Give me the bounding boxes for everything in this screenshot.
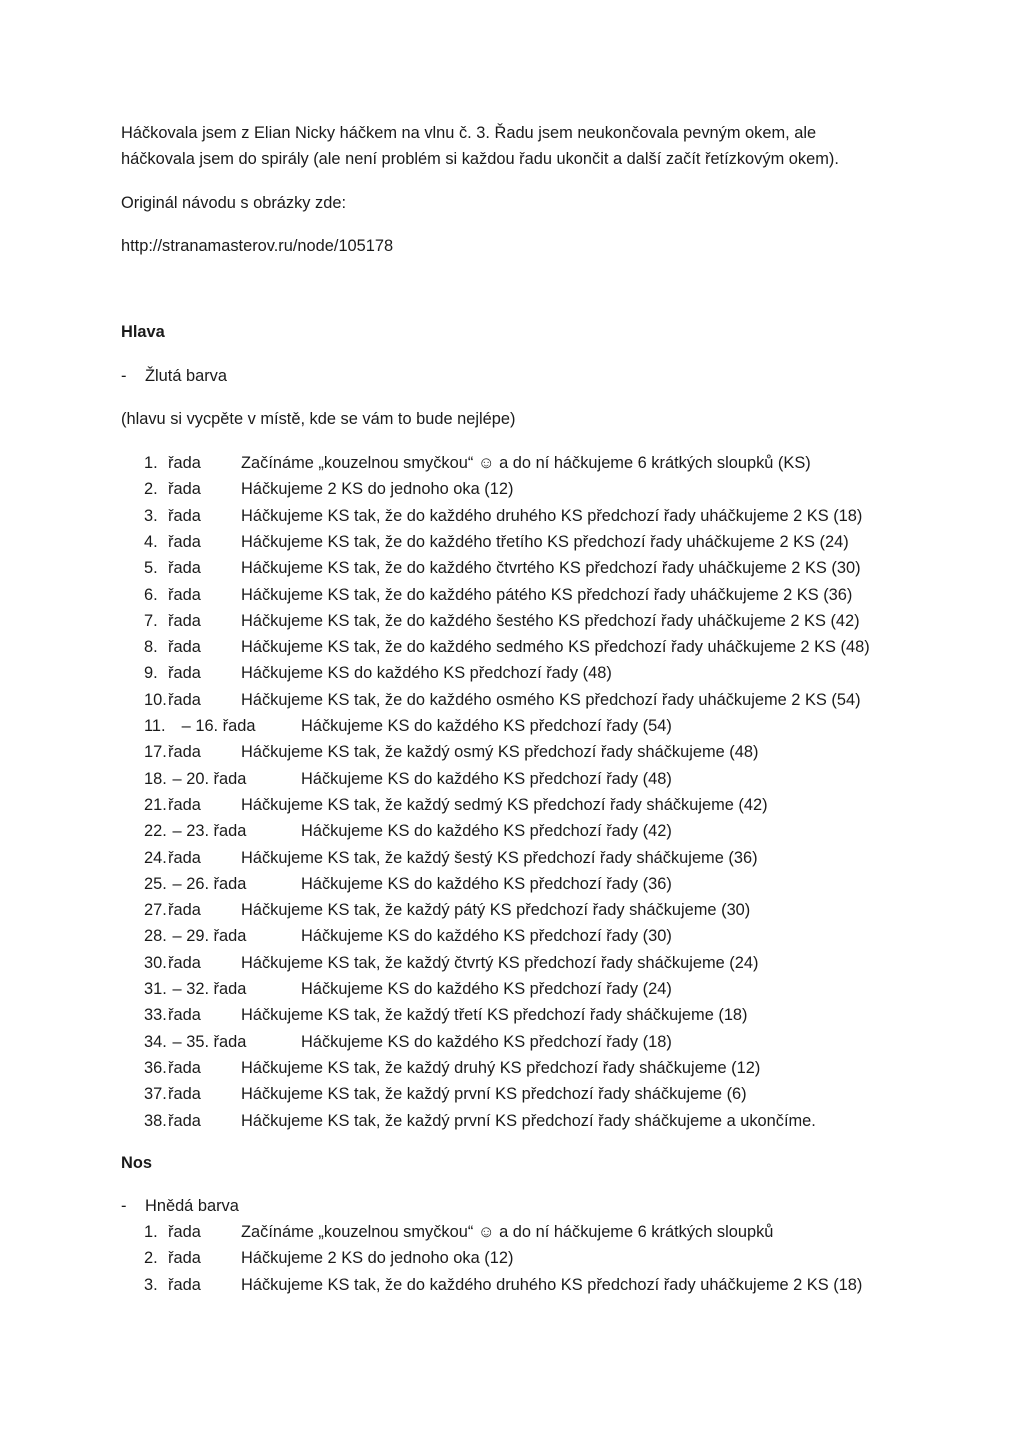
row-label: řada bbox=[168, 1111, 201, 1130]
instruction-row bbox=[144, 742, 1004, 762]
instruction-row bbox=[144, 1111, 1004, 1131]
row-number: 1. bbox=[144, 1223, 158, 1241]
instruction-row bbox=[144, 926, 1004, 946]
instruction-row bbox=[144, 637, 1004, 657]
row-label: řada bbox=[168, 638, 201, 657]
nos-color-item bbox=[121, 1196, 421, 1216]
row-label: řada bbox=[168, 454, 201, 472]
row-label: řada bbox=[168, 480, 201, 499]
instruction-row bbox=[144, 558, 1004, 578]
row-number: 1. bbox=[144, 454, 158, 472]
instruction-row bbox=[144, 506, 1004, 526]
row-label: řada bbox=[168, 795, 201, 814]
row-number: 36. bbox=[144, 1058, 167, 1077]
instruction-row bbox=[144, 1084, 1004, 1104]
nos-color: Hnědá barva bbox=[145, 1197, 239, 1215]
instruction-row bbox=[144, 979, 1004, 999]
row-description: Háčkujeme KS tak, že každý druhý KS předchozí řady sháčkujeme (12) bbox=[241, 1058, 761, 1077]
row-description: Začínáme „kouzelnou smyčkou“ ☺ a do ní háčkujeme 6 krátkých sloupků bbox=[241, 1223, 774, 1241]
instruction-row bbox=[144, 1005, 1004, 1025]
row-number: 24. bbox=[144, 848, 167, 867]
row-number: 27. bbox=[144, 901, 167, 920]
row-description: Háčkujeme KS do každého KS předchozí řady (54) bbox=[301, 717, 672, 735]
instruction-row bbox=[144, 532, 1004, 552]
row-number: 34. bbox=[144, 1032, 167, 1051]
row-label: řada bbox=[168, 1006, 201, 1025]
row-description: Háčkujeme KS tak, že do každého osmého KS předchozí řady uháčkujeme 2 KS (54) bbox=[241, 690, 861, 709]
row-description: Háčkujeme 2 KS do jednoho oka (12) bbox=[241, 1249, 514, 1268]
row-number: 17. bbox=[144, 743, 167, 762]
intro-line-2: háčkovala jsem do spirály (ale není problém si každou řadu ukončit a další začít řetízkovým okem). bbox=[121, 150, 839, 168]
dash-bullet: - bbox=[121, 367, 127, 385]
row-number: 37. bbox=[144, 1085, 167, 1104]
section-heading-nos: Nos bbox=[121, 1154, 152, 1172]
source-url: http://stranamasterov.ru/node/105178 bbox=[121, 237, 394, 255]
row-label: řada bbox=[168, 743, 201, 762]
instruction-row bbox=[144, 1222, 1004, 1242]
row-description: Háčkujeme KS do každého KS předchozí řady (36) bbox=[301, 874, 672, 893]
instruction-row bbox=[144, 1032, 1004, 1052]
instruction-row bbox=[144, 453, 1004, 473]
instruction-row bbox=[144, 663, 1004, 683]
row-label: řada bbox=[168, 585, 201, 604]
row-label: – 16. řada bbox=[168, 717, 256, 735]
row-description: Háčkujeme KS do každého KS předchozí řady (24) bbox=[301, 980, 672, 998]
row-number: 5. bbox=[144, 559, 158, 578]
row-description: Háčkujeme KS tak, že do každého pátého KS předchozí řady uháčkujeme 2 KS (36) bbox=[241, 585, 853, 604]
row-description: Háčkujeme KS do každého KS předchozí řady (42) bbox=[301, 822, 672, 841]
row-description: Háčkujeme KS tak, že do každého čtvrtého KS předchozí řady uháčkujeme 2 KS (30) bbox=[241, 559, 861, 578]
row-label: řada bbox=[168, 611, 201, 630]
row-description: Háčkujeme 2 KS do jednoho oka (12) bbox=[241, 480, 514, 499]
row-number: 33. bbox=[144, 1006, 167, 1025]
row-number: 4. bbox=[144, 532, 158, 551]
row-number: 2. bbox=[144, 480, 158, 499]
row-number: 2. bbox=[144, 1249, 158, 1268]
row-number: 8. bbox=[144, 638, 158, 657]
row-description: Háčkujeme KS tak, že každý osmý KS předchozí řady sháčkujeme (48) bbox=[241, 743, 759, 762]
row-label: řada bbox=[168, 1058, 201, 1077]
row-label: řada bbox=[168, 1249, 201, 1268]
row-number: 7. bbox=[144, 611, 158, 630]
row-description: Háčkujeme KS tak, že do každého třetího KS předchozí řady uháčkujeme 2 KS (24) bbox=[241, 532, 849, 551]
row-number: 28. bbox=[144, 927, 167, 946]
instruction-row bbox=[144, 769, 1004, 789]
row-label: – 32. řada bbox=[168, 980, 247, 998]
dash-bullet: - bbox=[121, 1197, 127, 1215]
row-description: Háčkujeme KS do každého KS předchozí řady (30) bbox=[301, 927, 672, 946]
row-label: – 35. řada bbox=[168, 1032, 247, 1051]
row-label: řada bbox=[168, 848, 201, 867]
intro-line-1: Háčkovala jsem z Elian Nicky háčkem na vlnu č. 3. Řadu jsem neukončovala pevným okem, ale bbox=[121, 124, 817, 142]
row-description: Háčkujeme KS tak, že každý sedmý KS předchozí řady sháčkujeme (42) bbox=[241, 795, 768, 814]
row-description: Háčkujeme KS tak, že každý první KS předchozí řady sháčkujeme a ukončíme. bbox=[241, 1111, 816, 1130]
row-description: Háčkujeme KS tak, že každý pátý KS předchozí řady sháčkujeme (30) bbox=[241, 901, 751, 920]
instruction-row bbox=[144, 874, 1004, 894]
row-number: 3. bbox=[144, 506, 158, 525]
instruction-row bbox=[144, 716, 1004, 736]
instruction-row bbox=[144, 1058, 1004, 1078]
instruction-row bbox=[144, 611, 1004, 631]
row-number: 18. bbox=[144, 769, 167, 788]
original-label: Originál návodu s obrázky zde: bbox=[121, 194, 347, 212]
row-label: řada bbox=[168, 1223, 201, 1241]
row-number: 6. bbox=[144, 585, 158, 604]
row-number: 11. bbox=[144, 717, 166, 735]
row-description: Háčkujeme KS do každého KS předchozí řady (48) bbox=[301, 769, 672, 788]
instruction-row bbox=[144, 690, 1004, 710]
row-label: řada bbox=[168, 532, 201, 551]
row-description: Háčkujeme KS do každého KS předchozí řady (18) bbox=[301, 1032, 672, 1051]
row-label: – 29. řada bbox=[168, 927, 247, 946]
row-number: 9. bbox=[144, 664, 158, 683]
instruction-row bbox=[144, 900, 1004, 920]
instruction-row bbox=[144, 585, 1004, 605]
row-number: 3. bbox=[144, 1275, 158, 1294]
row-number: 25. bbox=[144, 874, 167, 893]
row-description: Háčkujeme KS tak, že do každého sedmého KS předchozí řady uháčkujeme 2 KS (48) bbox=[241, 638, 870, 657]
row-number: 10. bbox=[144, 690, 167, 709]
row-label: řada bbox=[168, 690, 201, 709]
instruction-row bbox=[144, 479, 1004, 499]
instruction-row bbox=[144, 1275, 1004, 1295]
row-label: – 20. řada bbox=[168, 769, 247, 788]
section-heading-hlava: Hlava bbox=[121, 323, 165, 341]
row-description: Háčkujeme KS tak, že do každého druhého KS předchozí řady uháčkujeme 2 KS (18) bbox=[241, 506, 863, 525]
instruction-row bbox=[144, 953, 1004, 973]
instruction-row bbox=[144, 821, 1004, 841]
instruction-row bbox=[144, 795, 1004, 815]
instruction-row bbox=[144, 1248, 1004, 1268]
row-number: 38. bbox=[144, 1111, 167, 1130]
row-label: – 26. řada bbox=[168, 874, 247, 893]
row-label: řada bbox=[168, 506, 201, 525]
row-description: Háčkujeme KS do každého KS předchozí řady (48) bbox=[241, 664, 612, 683]
row-label: řada bbox=[168, 901, 201, 920]
row-description: Háčkujeme KS tak, že každý čtvrtý KS předchozí řady sháčkujeme (24) bbox=[241, 953, 759, 972]
row-label: řada bbox=[168, 559, 201, 578]
hlava-color: Žlutá barva bbox=[145, 367, 227, 385]
row-description: Háčkujeme KS tak, že do každého druhého KS předchozí řady uháčkujeme 2 KS (18) bbox=[241, 1275, 863, 1294]
row-label: řada bbox=[168, 953, 201, 972]
row-label: – 23. řada bbox=[168, 822, 247, 841]
hlava-note: (hlavu si vycpěte v místě, kde se vám to bude nejlépe) bbox=[121, 410, 516, 428]
row-description: Háčkujeme KS tak, že každý šestý KS předchozí řady sháčkujeme (36) bbox=[241, 848, 758, 867]
row-number: 21. bbox=[144, 795, 167, 814]
hlava-color-item bbox=[121, 366, 421, 386]
row-label: řada bbox=[168, 664, 201, 683]
row-label: řada bbox=[168, 1275, 201, 1294]
row-number: 30. bbox=[144, 953, 167, 972]
row-number: 22. bbox=[144, 822, 167, 841]
row-description: Háčkujeme KS tak, že do každého šestého KS předchozí řady uháčkujeme 2 KS (42) bbox=[241, 611, 860, 630]
row-number: 31. bbox=[144, 980, 167, 998]
row-description: Háčkujeme KS tak, že každý první KS předchozí řady sháčkujeme (6) bbox=[241, 1085, 747, 1104]
row-description: Začínáme „kouzelnou smyčkou“ ☺ a do ní háčkujeme 6 krátkých sloupků (KS) bbox=[241, 454, 811, 472]
row-description: Háčkujeme KS tak, že každý třetí KS předchozí řady sháčkujeme (18) bbox=[241, 1006, 748, 1025]
row-label: řada bbox=[168, 1085, 201, 1104]
instruction-row bbox=[144, 848, 1004, 868]
